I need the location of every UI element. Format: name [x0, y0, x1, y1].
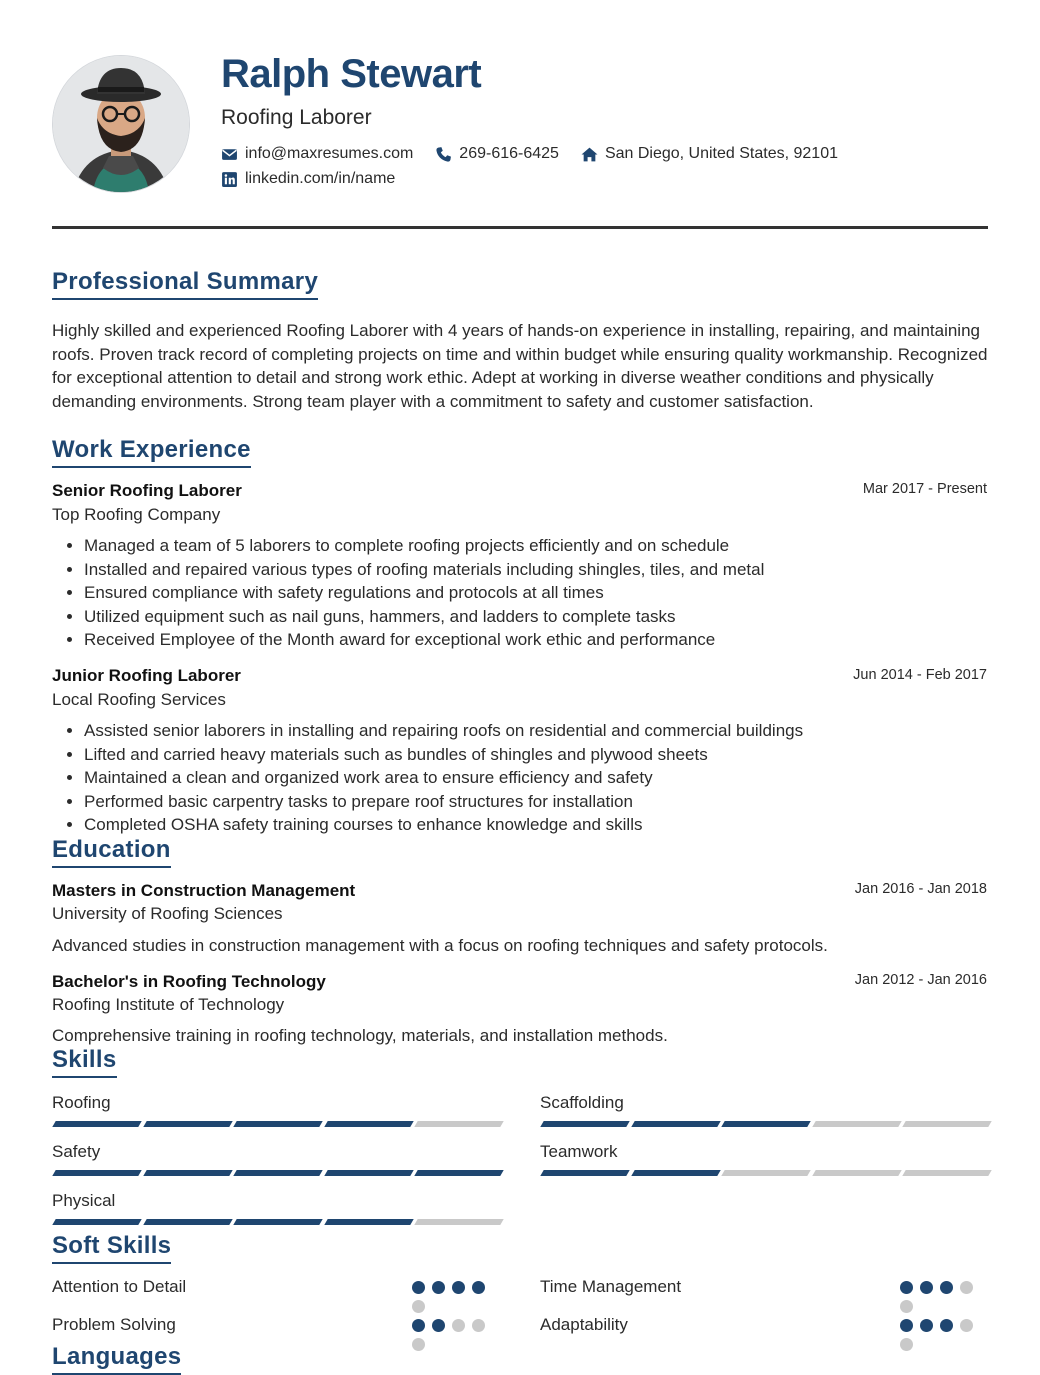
skill-bar-segment-filled [631, 1170, 720, 1176]
skill-bar-segment-filled [540, 1170, 629, 1176]
summary-text: Highly skilled and experienced Roofing Laborer with 4 years of hands-on experience in installing, repairing, and maintaining roofs. Proven track record of completing projects on time and within budget while ensuring quality workmanship. Recognized for exceptional attention to detail and strong work ethic. Adept at working in diverse weather conditions and physically demanding environments. Strong team player with a commitment to safety and customer satisfaction. [52, 321, 988, 411]
rating-dot-filled [452, 1281, 465, 1294]
skill-bar-segment-empty [721, 1170, 810, 1176]
section-title-education: Education [52, 836, 171, 868]
soft-skill-rating [900, 1319, 980, 1351]
section-title-soft-skills: Soft Skills [52, 1232, 171, 1264]
contact-email[interactable] [221, 145, 413, 163]
soft-skill-name: Problem Solving [52, 1315, 176, 1334]
soft-skill-rating [412, 1281, 492, 1313]
rating-dot-filled [412, 1281, 425, 1294]
rating-dot-empty [412, 1338, 425, 1351]
contact-linkedin[interactable] [221, 170, 395, 188]
education-description: Comprehensive training in roofing technology, materials, and installation methods. [52, 1026, 668, 1045]
rating-dot-empty [900, 1300, 913, 1313]
job-bullets [62, 534, 1004, 652]
skill-bar [542, 1170, 990, 1176]
school-name: Roofing Institute of Technology [52, 995, 285, 1014]
contact-row-secondary [221, 170, 395, 188]
job-company: Local Roofing Services [52, 690, 226, 709]
list-item: • Performed basic carpentry tasks to prepare roof structures for installation [84, 790, 1004, 814]
section-title-summary: Professional Summary [52, 268, 318, 300]
profile-photo [52, 55, 190, 193]
section-title-experience: Work Experience [52, 436, 251, 468]
skill-bar-segment-filled [324, 1121, 413, 1127]
phone-text: 269-616-6425 [459, 145, 559, 162]
skill-bar-segment-filled [52, 1219, 141, 1225]
skill-bar-segment-filled [233, 1170, 322, 1176]
rating-dot-filled [940, 1281, 953, 1294]
skill-bar-segment-filled [233, 1219, 322, 1225]
skill-bar-segment-filled [143, 1170, 232, 1176]
location-text: San Diego, United States, 92101 [604, 145, 838, 162]
skill-bar [54, 1121, 502, 1127]
soft-skill-rating [412, 1319, 492, 1351]
phone-icon [435, 146, 452, 163]
skill-bar-segment-empty [415, 1219, 504, 1225]
linkedin-icon [221, 171, 238, 188]
skill-bar-segment-filled [540, 1121, 629, 1127]
rating-dot-filled [432, 1319, 445, 1332]
job-company: Top Roofing Company [52, 505, 221, 524]
contact-phone[interactable] [435, 145, 559, 163]
home-icon [581, 146, 598, 163]
skill-bar-segment-filled [721, 1121, 810, 1127]
skill-bar [54, 1170, 502, 1176]
skill-name: Scaffolding [540, 1093, 624, 1112]
list-item: • Managed a team of 5 laborers to complete roofing projects efficiently and on schedule [84, 534, 1004, 558]
list-item: • Lifted and carried heavy materials such as bundles of shingles and plywood sheets [84, 743, 1004, 767]
list-item: • Ensured compliance with safety regulations and protocols at all times [84, 581, 1004, 605]
rating-dot-filled [920, 1319, 933, 1332]
envelope-icon [221, 146, 238, 163]
rating-dot-empty [472, 1319, 485, 1332]
skill-bar-segment-filled [52, 1170, 141, 1176]
skill-name: Physical [52, 1191, 116, 1210]
rating-dot-empty [452, 1319, 465, 1332]
section-title-skills: Skills [52, 1046, 117, 1078]
degree-title: Masters in Construction Management [52, 881, 356, 900]
rating-dot-filled [920, 1281, 933, 1294]
skill-bar-segment-filled [143, 1121, 232, 1127]
soft-skill-rating [900, 1281, 980, 1313]
rating-dot-filled [940, 1319, 953, 1332]
skill-bar [54, 1219, 502, 1225]
list-item: • Completed OSHA safety training courses to enhance knowledge and skills [84, 813, 1004, 837]
education-dates: Jan 2016 - Jan 2018 [854, 881, 987, 897]
rating-dot-filled [900, 1319, 913, 1332]
education-description: Advanced studies in construction management with a focus on roofing techniques and safety protocols. [52, 936, 828, 955]
candidate-name: Ralph Stewart [221, 52, 482, 96]
soft-skill-name: Attention to Detail [52, 1277, 187, 1296]
job-bullets [62, 719, 1004, 837]
skill-bar-segment-empty [415, 1121, 504, 1127]
job-dates: Mar 2017 - Present [862, 481, 987, 497]
job-title: Junior Roofing Laborer [52, 666, 241, 685]
section-title-languages: Languages [52, 1343, 181, 1375]
rating-dot-filled [900, 1281, 913, 1294]
email-text: info@maxresumes.com [245, 145, 414, 162]
skill-name: Roofing [52, 1093, 111, 1112]
linkedin-text: linkedin.com/in/name [245, 170, 396, 187]
contact-location [581, 145, 838, 163]
rating-dot-empty [412, 1300, 425, 1313]
education-dates: Jan 2012 - Jan 2016 [854, 972, 987, 988]
rating-dot-empty [960, 1281, 973, 1294]
job-title: Senior Roofing Laborer [52, 481, 242, 500]
candidate-role: Roofing Laborer [221, 106, 372, 129]
rating-dot-empty [960, 1319, 973, 1332]
skill-bar-segment-filled [52, 1121, 141, 1127]
header-divider [52, 226, 988, 229]
skill-bar-segment-empty [812, 1170, 901, 1176]
rating-dot-filled [412, 1319, 425, 1332]
skill-bar-segment-empty [903, 1121, 992, 1127]
skill-bar-segment-filled [233, 1121, 322, 1127]
skill-name: Teamwork [540, 1142, 618, 1161]
skill-bar-segment-empty [812, 1121, 901, 1127]
skill-bar-segment-empty [903, 1170, 992, 1176]
contact-row-primary [221, 145, 838, 163]
rating-dot-filled [432, 1281, 445, 1294]
soft-skill-name: Time Management [540, 1277, 682, 1296]
skill-bar-segment-filled [324, 1170, 413, 1176]
skill-name: Safety [52, 1142, 101, 1161]
skill-bar-segment-filled [143, 1219, 232, 1225]
soft-skill-name: Adaptability [540, 1315, 628, 1334]
degree-title: Bachelor's in Roofing Technology [52, 972, 326, 991]
skill-bar [542, 1121, 990, 1127]
skill-bar-segment-filled [324, 1219, 413, 1225]
school-name: University of Roofing Sciences [52, 904, 283, 923]
list-item: • Assisted senior laborers in installing and repairing roofs on residential and commercial buildings [84, 719, 1004, 743]
job-dates: Jun 2014 - Feb 2017 [853, 667, 987, 683]
skill-bar-segment-filled [631, 1121, 720, 1127]
rating-dot-filled [472, 1281, 485, 1294]
list-item: • Installed and repaired various types of roofing materials including shingles, tiles, and metal [84, 558, 1004, 582]
skill-bar-segment-filled [415, 1170, 504, 1176]
rating-dot-empty [900, 1338, 913, 1351]
list-item: • Maintained a clean and organized work area to ensure efficiency and safety [84, 766, 1004, 790]
list-item: • Utilized equipment such as nail guns, hammers, and ladders to complete tasks [84, 605, 1004, 629]
list-item: • Received Employee of the Month award for exceptional work ethic and performance [84, 628, 1004, 652]
